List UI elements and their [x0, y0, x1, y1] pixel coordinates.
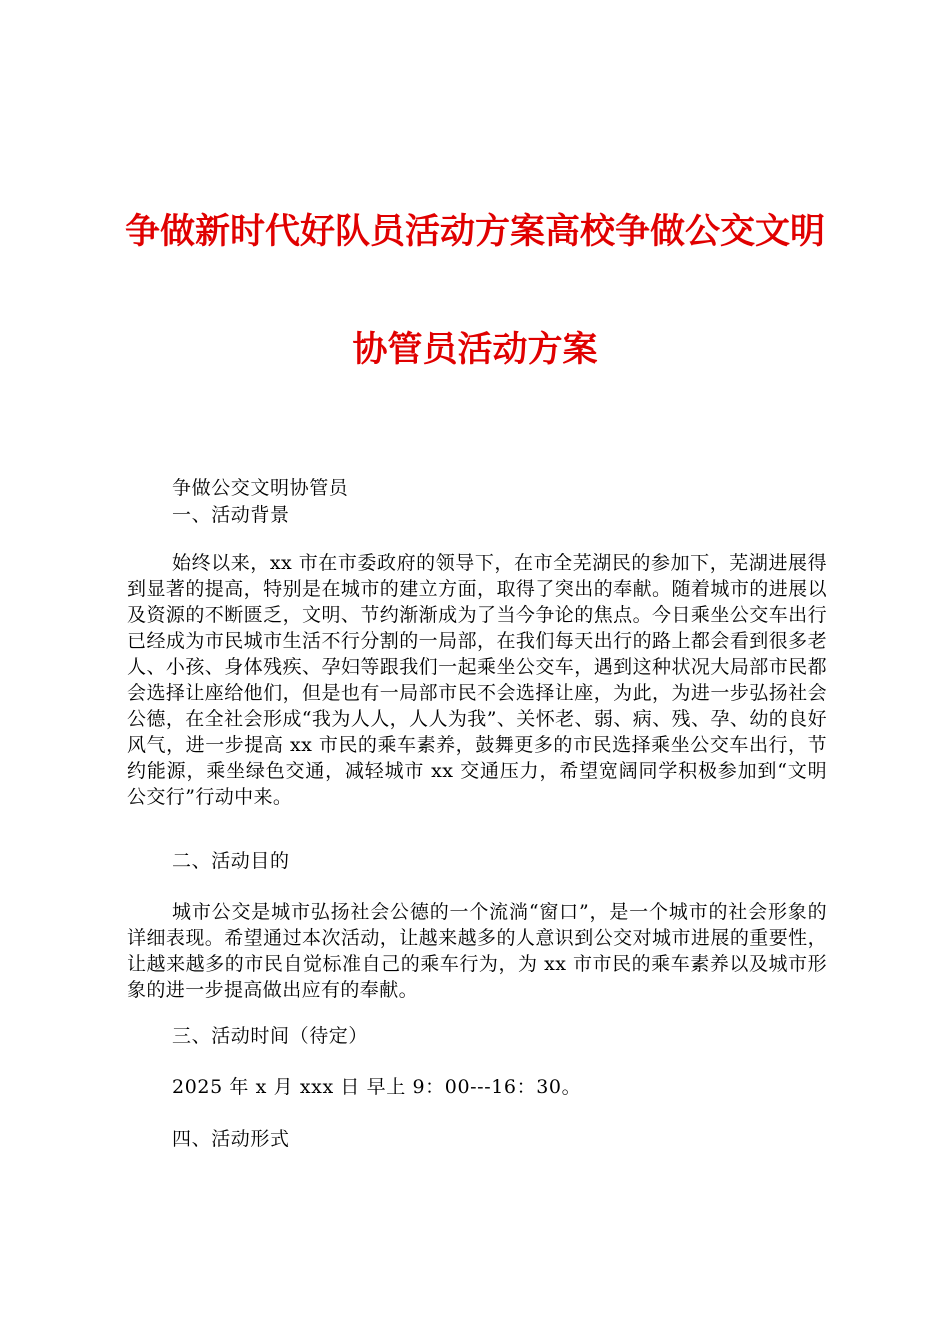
section-3-heading: 三、活动时间（待定） [172, 1025, 369, 1047]
section-1-paragraph: 始终以来，xx 市在市委政府的领导下，在市全芜湖民的参加下，芜湖进展得到显著的提高，特别是在城市的建立方面，取得了突出的奉献。随着城市的进展以及资源的不断匮乏，文明、节约渐渐成为了当今争论的焦点。今日乘坐公交车出行已经成为市民城市生活不行分割的一局部，在我们每天出行的路上都会看到很多老人、小孩、身体残疾、孕妇等跟我们一起乘坐公交车，遇到这种状况大局部市民都会选择让座给他们，但是也有一局部市民不会选择让座，为此，为进一步弘扬社会公德，在全社会形成“我为人人，人人为我”、关怀老、弱、病、残、孕、幼的良好风气，进一步提高 xx 市民的乘车素养，鼓舞更多的市民选择乘坐公交车出行，节约能源，乘坐绿色交通，减轻城市 xx 交通压力，希望宽阔同学积极参加到“文明公交行”行动中来。 [127, 552, 827, 808]
document-title-line-1: 争做新时代好队员活动方案高校争做公交文明 [124, 211, 825, 252]
document-title-line-2: 协管员活动方案 [352, 329, 598, 370]
section-1-heading: 一、活动背景 [172, 504, 290, 526]
section-2-heading: 二、活动目的 [172, 850, 290, 872]
section-4-heading: 四、活动形式 [172, 1128, 290, 1150]
section-3-time: 2025 年 x 月 xxx 日 早上 9：00---16：30。 [172, 1076, 582, 1098]
document-subtitle: 争做公交文明协管员 [172, 477, 349, 499]
section-2-paragraph: 城市公交是城市弘扬社会公德的一个流淌“窗口”，是一个城市的社会形象的详细表现。希望通过本次活动，让越来越多的人意识到公交对城市进展的重要性，让越来越多的市民自觉标准自己的乘车行为，为 xx 市市民的乘车素养以及城市形象的进一步提高做出应有的奉献。 [127, 901, 827, 1001]
